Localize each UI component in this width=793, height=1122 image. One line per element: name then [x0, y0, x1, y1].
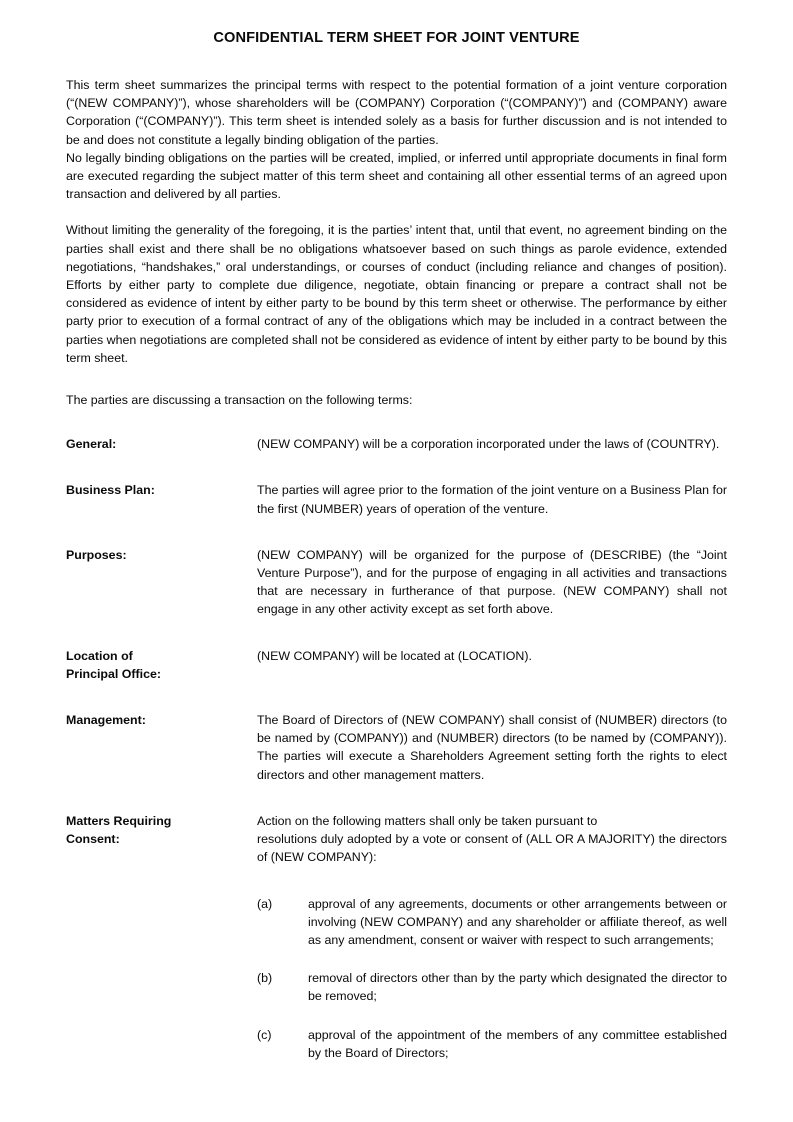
- term-body-purposes: (NEW COMPANY) will be organized for the purpose of (DESCRIBE) (the “Joint Venture Purpose”), and for the purpose of engaging in all activities and transactions that are necessary in furtherance of that purpose. (NEW COMPANY) shall not engage in any other activity except as set forth above.: [257, 547, 727, 617]
- term-gap: [66, 453, 727, 481]
- term-body-location-of-principal-office: (NEW COMPANY) will be located at (LOCATION).: [257, 648, 532, 663]
- term-label-management: [66, 711, 257, 784]
- consent-items-row: [66, 895, 727, 1062]
- term-gap: [66, 619, 727, 647]
- term-label-line: Principal Office:: [66, 666, 162, 681]
- page-title: CONFIDENTIAL TERM SHEET FOR JOINT VENTURE: [213, 30, 580, 46]
- paragraph-spacer-2: [66, 367, 727, 391]
- consent-intro-rest: resolutions duly adopted by a vote or consent of (ALL OR A MAJORITY) the directors of (NEW COMPANY):: [257, 832, 727, 865]
- term-gap: [66, 518, 727, 546]
- term-body-management: The Board of Directors of (NEW COMPANY) shall consist of (NUMBER) directors (to be named by (COMPANY)) and (NUMBER) directors (to be named by (COMPANY)). The parties will execute a Shareholders Agreement setting forth the rights to elect directors and other management matters.: [257, 713, 727, 782]
- term-gap: [66, 784, 727, 812]
- consent-items-indent: [66, 895, 257, 1062]
- intro-paragraph-2: No legally binding obligations on the parties will be created, implied, or inferred until appropriate documents in final form are executed regarding the subject matter of this term sheet and containing all other essential terms of an agreed upon transaction and delivered by all parties.: [66, 150, 727, 202]
- term-row: [66, 647, 727, 683]
- term-label-general: [66, 435, 257, 453]
- title-spacer: [66, 48, 727, 76]
- list-item: [257, 969, 727, 1005]
- list-item-text: approval of any agreements, documents or other arrangements between or involving (NEW COMPANY) and any shareholder or affiliate thereof, as well as any amendment, consent or waiver with respect to such arrangements;: [308, 896, 727, 947]
- intro-paragraph-3: Without limiting the generality of the foregoing, it is the parties’ intent that, until that event, no agreement binding on the parties shall exist and there shall be no obligations whatsoever based on such things as parole evidence, extended negotiations, “handshakes,” oral understandings, or courses of conduct (including reliance and changes of position). Efforts by either party to complete due diligence, negotiate, obtain financing or prepare a contract shall not be considered as evidence of intent by either party to be bound by this term sheet or otherwise. The performance by either party prior to execution of a formal contract of any of the obligations which may be included in a contract between the parties when negotiations are completed shall not be considered as evidence of intent by either party to be bound by this term sheet.: [66, 223, 727, 365]
- list-item-text: removal of directors other than by the party which designated the director to be removed;: [308, 971, 727, 1004]
- term-gap: [66, 683, 727, 711]
- lead-in-text: The parties are discussing a transaction on the following terms:: [66, 393, 413, 408]
- term-gap: [66, 867, 727, 895]
- list-item-marker: (b): [257, 971, 273, 986]
- intro-paragraph-1: This term sheet summarizes the principal terms with respect to the potential formation of a joint venture corporation (“(NEW COMPANY)”), whose shareholders will be (COMPANY) Corporation (“(COMPANY)”) and (COMPANY) aware Corporation (“(COMPANY)”). This term sheet is intended solely as a basis for further discussion and is not intended to be and does not constitute a legally binding obligation of the parties.: [66, 78, 727, 147]
- term-label-business-plan: [66, 481, 257, 517]
- paragraph-spacer-1: [66, 203, 727, 221]
- consent-items-list: [257, 895, 727, 1062]
- term-label-line: General:: [66, 437, 117, 452]
- term-label-line: Consent:: [66, 832, 120, 847]
- term-row: [66, 435, 727, 453]
- term-label-matters-requiring-consent: [66, 812, 257, 867]
- term-label-line: Purposes:: [66, 547, 127, 562]
- list-gap: [257, 1006, 727, 1026]
- term-label-line: Business Plan:: [66, 483, 155, 498]
- consent-items-cell: [257, 895, 727, 1062]
- term-body-business-plan: The parties will agree prior to the formation of the joint venture on a Business Plan for the first (NUMBER) years of operation of the venture.: [257, 483, 727, 516]
- list-item-marker: (a): [257, 896, 273, 911]
- list-gap: [257, 949, 727, 969]
- term-row: [66, 481, 727, 517]
- term-body-general: (NEW COMPANY) will be a corporation incorporated under the laws of (COUNTRY).: [257, 437, 720, 452]
- term-label-line: Matters Requiring: [66, 813, 172, 828]
- term-label-purposes: [66, 546, 257, 619]
- term-label-line: Location of: [66, 648, 133, 663]
- list-item: [257, 895, 727, 950]
- term-row: [66, 711, 727, 784]
- document-content: [66, 24, 727, 1062]
- term-row: [66, 546, 727, 619]
- list-item-marker: (c): [257, 1027, 272, 1042]
- term-row: [66, 812, 727, 867]
- terms-table: [66, 435, 727, 1062]
- term-body-matters-requiring-consent: [257, 812, 727, 867]
- list-item: [257, 1026, 727, 1062]
- list-item-text: approval of the appointment of the members of any committee established by the Board of Directors;: [308, 1027, 727, 1060]
- term-label-location-of-principal-office: [66, 647, 257, 683]
- term-label-line: Management:: [66, 713, 146, 728]
- consent-intro-line: Action on the following matters shall only be taken pursuant to: [257, 813, 598, 828]
- terms-spacer: [66, 409, 727, 435]
